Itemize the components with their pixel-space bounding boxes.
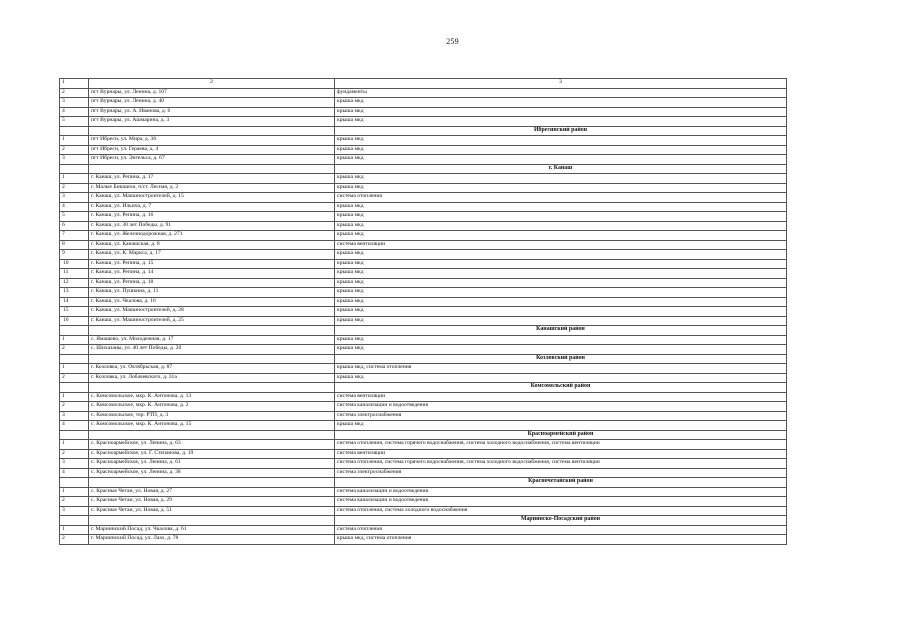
work-type-cell: система электроснабжения xyxy=(335,411,787,421)
row-number: 5 xyxy=(60,117,89,127)
table-row xyxy=(60,307,787,317)
address-cell: с. Красноармейское, ул. Ленина, д. 38 xyxy=(89,468,335,478)
table-row xyxy=(60,297,787,307)
work-type-cell: крыша мкд xyxy=(335,288,787,298)
work-type-cell: система вентиляции xyxy=(335,449,787,459)
district-name: Ибресинский район xyxy=(335,126,787,136)
row-number: 5 xyxy=(60,212,89,222)
address-cell: с. Красноармейское, ул. Ленина, д. 63 xyxy=(89,440,335,450)
table-row xyxy=(60,535,787,545)
row-number: 14 xyxy=(60,297,89,307)
table-row xyxy=(60,345,787,355)
address-cell: пгт Вурнары, ул. Ленина, д. 107 xyxy=(89,88,335,98)
repair-schedule-table xyxy=(59,78,787,545)
section-empty-cell xyxy=(89,126,335,136)
work-type-cell: крыша мкд xyxy=(335,107,787,117)
work-type-cell: крыша мкд xyxy=(335,335,787,345)
section-empty-cell xyxy=(60,383,89,393)
work-type-cell: крыша мкд xyxy=(335,269,787,279)
row-number: 2 xyxy=(60,145,89,155)
district-section-row xyxy=(60,516,787,526)
section-empty-cell xyxy=(60,354,89,364)
table-row xyxy=(60,468,787,478)
address-cell: с. Красноармейское, ул. Ленина, д. 61 xyxy=(89,459,335,469)
table-row xyxy=(60,240,787,250)
address-cell: г. Канаш, ул. Репина, д. 16 xyxy=(89,212,335,222)
work-type-cell: крыша мкд xyxy=(335,221,787,231)
district-section-row xyxy=(60,354,787,364)
row-number: 2 xyxy=(60,497,89,507)
section-empty-cell xyxy=(89,354,335,364)
address-cell: пгт Вурнары, ул. А. Иванова, д. 6 xyxy=(89,107,335,117)
work-type-cell: крыша мкд xyxy=(335,297,787,307)
table-row xyxy=(60,117,787,127)
table-row xyxy=(60,183,787,193)
district-name: Козловский район xyxy=(335,354,787,364)
address-cell: с. Комсомольское, мкр. К. Антонова, д. 13 xyxy=(89,392,335,402)
row-number: 6 xyxy=(60,221,89,231)
table-body xyxy=(60,79,787,545)
section-empty-cell xyxy=(89,326,335,336)
district-section-row xyxy=(60,430,787,440)
address-cell: г. Канаш, ул. Канашская, д. 8 xyxy=(89,240,335,250)
work-type-cell: фундаменты xyxy=(335,88,787,98)
section-empty-cell xyxy=(60,126,89,136)
section-empty-cell xyxy=(60,516,89,526)
district-name: Красночетайский район xyxy=(335,478,787,488)
address-cell: с. Комсомольское, тер. РТП, д. 3 xyxy=(89,411,335,421)
row-number: 9 xyxy=(60,250,89,260)
address-cell: пгт Вурнары, ул. Ленина, д. 40 xyxy=(89,98,335,108)
table-row xyxy=(60,259,787,269)
address-cell: с. Ямашево, ул. Молодежная, д. 17 xyxy=(89,335,335,345)
address-cell: с. Комсомольское, мкр. К. Антонова, д. 15 xyxy=(89,421,335,431)
row-number: 3 xyxy=(60,411,89,421)
district-name: Мариинско-Посадский район xyxy=(335,516,787,526)
work-type-cell: крыша мкд xyxy=(335,136,787,146)
row-number: 11 xyxy=(60,269,89,279)
row-number: 3 xyxy=(60,155,89,165)
table-row xyxy=(60,316,787,326)
table-row xyxy=(60,98,787,108)
work-type-cell: крыша мкд xyxy=(335,316,787,326)
work-type-cell: крыша мкд xyxy=(335,145,787,155)
table-row xyxy=(60,411,787,421)
address-cell: г. Малые Бикшихи, п/ст. Лесная, д. 2 xyxy=(89,183,335,193)
district-name: Канашский район xyxy=(335,326,787,336)
row-number: 3 xyxy=(60,98,89,108)
address-cell: г. Канаш, ул. Ильича, д. 7 xyxy=(89,202,335,212)
work-type-cell: крыша мкд xyxy=(335,250,787,260)
table-row xyxy=(60,392,787,402)
work-type-cell: система канализации и водоотведения xyxy=(335,402,787,412)
work-type-cell: система отопления, система горячего водоснабжения, система холодного водоснабжения, система вентиляции xyxy=(335,440,787,450)
address-cell: г. Канаш, ул. Машиностроителей, д. 15 xyxy=(89,193,335,203)
table-row xyxy=(60,155,787,165)
section-empty-cell xyxy=(89,430,335,440)
work-type-cell: крыша мкд, система отопления xyxy=(335,364,787,374)
district-name: Комсомольский район xyxy=(335,383,787,393)
work-type-cell: крыша мкд xyxy=(335,231,787,241)
district-section-row xyxy=(60,126,787,136)
address-cell: г. Мариинский Посад, ул. Чкалова, д. 61 xyxy=(89,525,335,535)
section-empty-cell xyxy=(60,430,89,440)
row-number: 4 xyxy=(60,468,89,478)
row-number: 1 xyxy=(60,392,89,402)
row-number: 10 xyxy=(60,259,89,269)
work-type-cell: крыша мкд xyxy=(335,117,787,127)
row-number: 2 xyxy=(60,449,89,459)
row-number: 2 xyxy=(60,183,89,193)
table-row xyxy=(60,174,787,184)
address-cell: пгт Ибреси, ул. Гераева, д. 4 xyxy=(89,145,335,155)
address-cell: г. Канаш, ул. Машиностроителей, д. 25 xyxy=(89,316,335,326)
row-number: 7 xyxy=(60,231,89,241)
section-empty-cell xyxy=(60,326,89,336)
row-number: 15 xyxy=(60,307,89,317)
table-row xyxy=(60,364,787,374)
row-number: 1 xyxy=(60,364,89,374)
table-row xyxy=(60,440,787,450)
work-type-cell: крыша мкд xyxy=(335,421,787,431)
row-number: 16 xyxy=(60,316,89,326)
section-empty-cell xyxy=(89,383,335,393)
work-type-cell: крыша мкд xyxy=(335,183,787,193)
table-row xyxy=(60,497,787,507)
row-number: 2 xyxy=(60,373,89,383)
work-type-cell: крыша мкд, система отопления xyxy=(335,535,787,545)
row-number: 4 xyxy=(60,107,89,117)
district-section-row xyxy=(60,326,787,336)
row-number: 2 xyxy=(60,535,89,545)
address-cell: г. Канаш, ул. Чкалова, д. 16 xyxy=(89,297,335,307)
table-row xyxy=(60,278,787,288)
table-row xyxy=(60,193,787,203)
work-type-cell: система отопления xyxy=(335,525,787,535)
table-header-row xyxy=(60,79,787,89)
address-cell: пгт Ибреси, ул. Энгельса, д. 67 xyxy=(89,155,335,165)
address-cell: с. Комсомольское, мкр. К. Антонова, д. 2 xyxy=(89,402,335,412)
address-cell: г. Канаш, ул. Репина, д. 14 xyxy=(89,269,335,279)
address-cell: г. Канаш, ул. 30 лет Победы, д. 91 xyxy=(89,221,335,231)
work-type-cell: система отопления, система холодного водоснабжения xyxy=(335,506,787,516)
work-type-cell: система отопления xyxy=(335,193,787,203)
column-number-3: 3 xyxy=(335,79,787,89)
table-row xyxy=(60,373,787,383)
row-number: 3 xyxy=(60,506,89,516)
address-cell: г. Канаш, ул. Репина, д. 17 xyxy=(89,174,335,184)
column-number-2: 2 xyxy=(89,79,335,89)
table-row xyxy=(60,506,787,516)
table-row xyxy=(60,269,787,279)
address-cell: г. Канаш, ул. К. Маркса, д. 17 xyxy=(89,250,335,260)
row-number: 12 xyxy=(60,278,89,288)
work-type-cell: крыша мкд xyxy=(335,174,787,184)
work-type-cell: крыша мкд xyxy=(335,212,787,222)
row-number: 3 xyxy=(60,193,89,203)
work-type-cell: крыша мкд xyxy=(335,345,787,355)
work-type-cell: система вентиляции xyxy=(335,392,787,402)
table-row xyxy=(60,136,787,146)
work-type-cell: крыша мкд xyxy=(335,98,787,108)
row-number: 2 xyxy=(60,88,89,98)
table-row xyxy=(60,421,787,431)
address-cell: пгт Вурнары, ул. Ашмарина, д. 3 xyxy=(89,117,335,127)
table-row xyxy=(60,402,787,412)
table-row xyxy=(60,202,787,212)
address-cell: г. Козловка, ул. Октябрьская, д. 87 xyxy=(89,364,335,374)
address-cell: с. Красные Четаи, ул. Новая, д. 27 xyxy=(89,487,335,497)
work-type-cell: система канализации и водоотведения xyxy=(335,487,787,497)
table-row xyxy=(60,107,787,117)
work-type-cell: система вентиляции xyxy=(335,240,787,250)
work-type-cell: система канализации и водоотведения xyxy=(335,497,787,507)
table-row xyxy=(60,231,787,241)
row-number: 1 xyxy=(60,174,89,184)
address-cell: г. Мариинский Посад, ул. Лазо, д. 78 xyxy=(89,535,335,545)
column-number-1: 1 xyxy=(60,79,89,89)
work-type-cell: крыша мкд xyxy=(335,278,787,288)
section-empty-cell xyxy=(89,516,335,526)
table-row xyxy=(60,221,787,231)
table-row xyxy=(60,288,787,298)
work-type-cell: крыша мкд xyxy=(335,307,787,317)
section-empty-cell xyxy=(89,164,335,174)
work-type-cell: крыша мкд xyxy=(335,202,787,212)
address-cell: с. Красные Четаи, ул. Новая, д. 51 xyxy=(89,506,335,516)
table-row xyxy=(60,145,787,155)
table-row xyxy=(60,525,787,535)
address-cell: с. Шихазаны, ул. 40 лет Победы, д. 20 xyxy=(89,345,335,355)
table-row xyxy=(60,459,787,469)
address-cell: г. Канаш, ул. Репина, д. 18 xyxy=(89,278,335,288)
section-empty-cell xyxy=(89,478,335,488)
address-cell: с. Красные Четаи, ул. Новая, д. 29 xyxy=(89,497,335,507)
work-type-cell: крыша мкд xyxy=(335,259,787,269)
work-type-cell: система отопления, система горячего водоснабжения, система холодного водоснабжения, система вентиляции xyxy=(335,459,787,469)
district-section-row xyxy=(60,383,787,393)
section-empty-cell xyxy=(60,164,89,174)
table-row xyxy=(60,212,787,222)
row-number: 8 xyxy=(60,240,89,250)
row-number: 1 xyxy=(60,136,89,146)
page-number: 259 xyxy=(446,37,459,46)
district-name: г. Канаш xyxy=(335,164,787,174)
address-cell: г. Канаш, ул. Машиностроителей, д. 28 xyxy=(89,307,335,317)
row-number: 3 xyxy=(60,459,89,469)
row-number: 4 xyxy=(60,202,89,212)
table-row xyxy=(60,335,787,345)
address-cell: пгт Ибреси, ул. Мира, д. 36 xyxy=(89,136,335,146)
table-row xyxy=(60,449,787,459)
row-number: 4 xyxy=(60,421,89,431)
district-name: Красноармейский район xyxy=(335,430,787,440)
row-number: 1 xyxy=(60,525,89,535)
row-number: 1 xyxy=(60,335,89,345)
address-cell: г. Канаш, ул. Репина, д. 15 xyxy=(89,259,335,269)
address-cell: с. Красноармейское, ул. Г. Степанова, д. 19 xyxy=(89,449,335,459)
district-section-row xyxy=(60,164,787,174)
address-cell: г. Канаш, ул. Пушкина, д. 11 xyxy=(89,288,335,298)
row-number: 1 xyxy=(60,487,89,497)
address-cell: г. Козловка, ул. Лобачевского, д. 31а xyxy=(89,373,335,383)
address-cell: г. Канаш, ул. Железнодорожная, д. 271 xyxy=(89,231,335,241)
work-type-cell: система электроснабжения xyxy=(335,468,787,478)
work-type-cell: крыша мкд xyxy=(335,155,787,165)
row-number: 2 xyxy=(60,402,89,412)
table-row xyxy=(60,487,787,497)
work-type-cell: крыша мкд xyxy=(335,373,787,383)
district-section-row xyxy=(60,478,787,488)
table-row xyxy=(60,250,787,260)
row-number: 1 xyxy=(60,440,89,450)
section-empty-cell xyxy=(60,478,89,488)
row-number: 13 xyxy=(60,288,89,298)
table-row xyxy=(60,88,787,98)
row-number: 2 xyxy=(60,345,89,355)
